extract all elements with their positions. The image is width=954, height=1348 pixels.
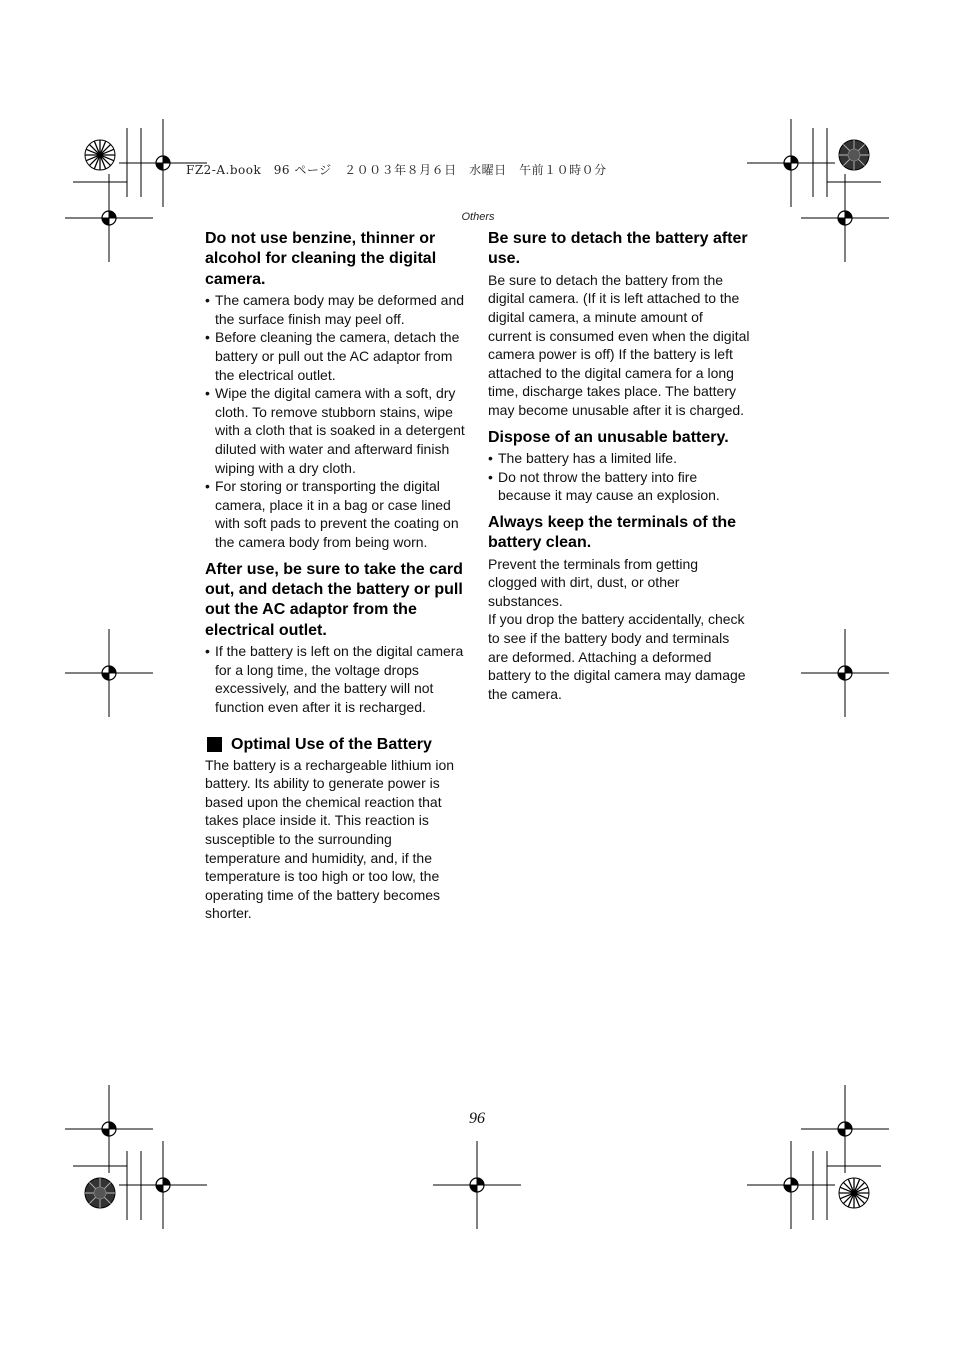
list-item: • Before cleaning the camera, detach the battery or pull out the AC adaptor from the electrical outlet. (205, 328, 469, 384)
right-column (488, 229, 750, 703)
black-square-icon (207, 737, 222, 752)
page-number: 96 (469, 1110, 485, 1127)
list-item: • The battery has a limited life. (488, 449, 750, 468)
detach-heading: Be sure to detach the battery after use. (488, 230, 748, 268)
terminals-heading: Always keep the terminals of the battery clean. (488, 513, 737, 552)
list-item: • Do not throw the battery into fire because it may cause an explosion. (488, 468, 750, 505)
after-use-list (205, 642, 469, 716)
detach-body: Be sure to detach the battery from the digital camera. (If it is left attached to the digital camera, a minute amount of current is consumed even when the digital camera power is off) If the battery is left attached to the digital camera for a long time, discharge takes place. The battery may become unusable after it is charged. (488, 271, 750, 418)
left-column (205, 229, 469, 923)
optimal-use-title-text: Optimal Use of the Battery (231, 735, 432, 753)
section-label: Others (461, 211, 495, 223)
terminals-paragraph: If you drop the battery accidentally, check to see if the battery body and terminals are deformed. Attaching a deformed battery to the digital camera may damage the camera. (488, 611, 746, 702)
print-header: FZ2-A.book 96 ページ ２００３年８月６日 水曜日 午前１０時０分 (186, 163, 607, 177)
list-item: • The camera body may be deformed and the surface finish may peel off. (205, 291, 469, 328)
after-use-heading: After use, be sure to take the card out, and detach the battery or pull out the AC adaptor from the electrical outlet. (205, 560, 463, 639)
list-item: • For storing or transporting the digital camera, place it in a bag or case lined with soft pads to prevent the coating on the camera body from being worn. (205, 477, 469, 551)
dispose-list (488, 449, 750, 505)
dispose-heading: Dispose of an unusable battery. (488, 428, 729, 446)
cleaning-heading: Do not use benzine, thinner or alcohol for cleaning the digital camera. (205, 230, 437, 288)
optimal-use-body: The battery is a rechargeable lithium ion battery. Its ability to generate power is based upon the chemical reaction that takes place inside it. This reaction is susceptible to the surrounding temperature and humidity, and, if the temperature is too high or too low, the operating time of the battery becomes shorter. (205, 756, 455, 922)
cleaning-list (205, 291, 469, 551)
terminals-paragraph: Prevent the terminals from getting clogged with dirt, dust, or other substances. (488, 555, 699, 609)
list-item: • Wipe the digital camera with a soft, dry cloth. To remove stubborn stains, wipe with a cloth that is soaked in a detergent diluted with water and afterward finish wiping with a dry cloth. (205, 384, 469, 477)
list-item: • If the battery is left on the digital camera for a long time, the voltage drops excessively, and the battery will not function even after it is recharged. (205, 642, 469, 716)
optimal-use-title (205, 735, 469, 755)
